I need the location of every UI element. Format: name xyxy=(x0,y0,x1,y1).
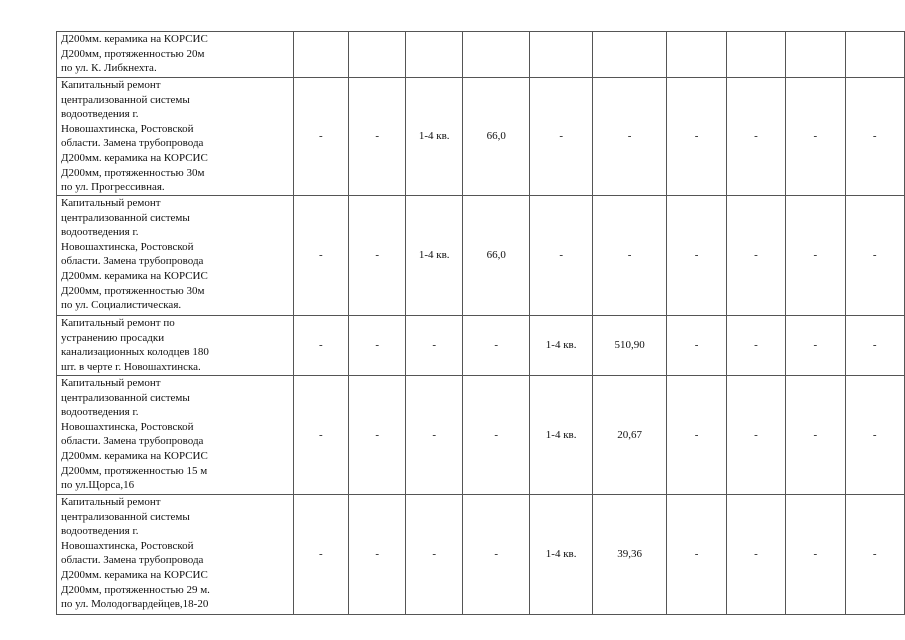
table-row xyxy=(57,196,905,316)
table-cell xyxy=(349,32,406,78)
table-cell: - xyxy=(667,78,726,196)
table-cell: 20,67 xyxy=(592,376,667,495)
table-row xyxy=(57,376,905,495)
table-cell: - xyxy=(726,495,785,615)
table-cell: - xyxy=(293,495,348,615)
table-cell: - xyxy=(293,316,348,376)
work-description-cell: Капитальный ремонт централизованной системы водоотведения г. Новошахтинска, Ростовской области. Замена трубопровода Д200мм. керамика на КОРСИС Д200мм, протяженностью 15 м по ул.Щорса,16 xyxy=(57,376,294,495)
table-row xyxy=(57,316,905,376)
table-cell: - xyxy=(592,196,667,316)
table-cell: 39,36 xyxy=(592,495,667,615)
table-cell: - xyxy=(786,376,845,495)
table-cell: - xyxy=(349,316,406,376)
table-cell: 510,90 xyxy=(592,316,667,376)
document-page xyxy=(56,31,905,615)
table-cell: - xyxy=(667,495,726,615)
table-cell: - xyxy=(667,196,726,316)
works-table xyxy=(56,31,905,615)
table-cell: - xyxy=(845,78,904,196)
table-cell xyxy=(667,32,726,78)
table-cell: - xyxy=(349,376,406,495)
work-description-cell: Капитальный ремонт централизованной системы водоотведения г. Новошахтинска, Ростовской области. Замена трубопровода Д200мм. керамика на КОРСИС Д200мм, протяженностью 30м по ул. Социалистическая. xyxy=(57,196,294,316)
table-cell: - xyxy=(462,316,529,376)
table-cell: 66,0 xyxy=(462,196,529,316)
table-cell: - xyxy=(349,78,406,196)
table-cell: 1-4 кв. xyxy=(406,196,463,316)
table-cell: - xyxy=(406,316,463,376)
table-cell xyxy=(786,32,845,78)
table-cell: 1-4 кв. xyxy=(406,78,463,196)
table-cell: - xyxy=(293,376,348,495)
table-cell: - xyxy=(349,196,406,316)
table-cell: 66,0 xyxy=(462,78,529,196)
table-row xyxy=(57,78,905,196)
table-cell: - xyxy=(845,196,904,316)
table-cell: - xyxy=(293,196,348,316)
table-cell: - xyxy=(845,376,904,495)
table-cell xyxy=(293,32,348,78)
table-cell: - xyxy=(592,78,667,196)
work-description-cell: Капитальный ремонт централизованной системы водоотведения г. Новошахтинска, Ростовской области. Замена трубопровода Д200мм. керамика на КОРСИС Д200мм, протяженностью 30м по ул. Прогрессивная. xyxy=(57,78,294,196)
table-row xyxy=(57,32,905,78)
table-cell: - xyxy=(845,495,904,615)
table-cell: - xyxy=(349,495,406,615)
table-cell xyxy=(530,32,592,78)
table-cell: - xyxy=(406,495,463,615)
table-cell: 1-4 кв. xyxy=(530,376,592,495)
table-cell: - xyxy=(462,495,529,615)
table-cell: - xyxy=(786,316,845,376)
table-cell xyxy=(726,32,785,78)
table-row xyxy=(57,495,905,615)
table-cell: - xyxy=(667,376,726,495)
table-cell xyxy=(462,32,529,78)
table-cell xyxy=(406,32,463,78)
table-cell: - xyxy=(530,196,592,316)
work-description-cell: Капитальный ремонт централизованной системы водоотведения г. Новошахтинска, Ростовской области. Замена трубопровода Д200мм. керамика на КОРСИС Д200мм, протяженностью 29 м. по ул. Молодогвардейцев,18-20 xyxy=(57,495,294,615)
work-description-cell: Д200мм. керамика на КОРСИС Д200мм, протяженностью 20м по ул. К. Либкнехта. xyxy=(57,32,294,78)
table-cell: - xyxy=(845,316,904,376)
table-cell xyxy=(592,32,667,78)
table-cell: - xyxy=(293,78,348,196)
table-cell: - xyxy=(667,316,726,376)
table-cell: - xyxy=(462,376,529,495)
table-cell: - xyxy=(726,376,785,495)
table-cell: - xyxy=(786,78,845,196)
table-cell: - xyxy=(726,316,785,376)
table-cell: - xyxy=(786,196,845,316)
table-cell: - xyxy=(726,78,785,196)
table-cell: - xyxy=(530,78,592,196)
table-cell: 1-4 кв. xyxy=(530,316,592,376)
table-cell: 1-4 кв. xyxy=(530,495,592,615)
work-description-cell: Капитальный ремонт по устранению просадки канализационных колодцев 180 шт. в черте г. Новошахтинска. xyxy=(57,316,294,376)
table-cell: - xyxy=(406,376,463,495)
table-cell: - xyxy=(726,196,785,316)
table-cell: - xyxy=(786,495,845,615)
table-cell xyxy=(845,32,904,78)
